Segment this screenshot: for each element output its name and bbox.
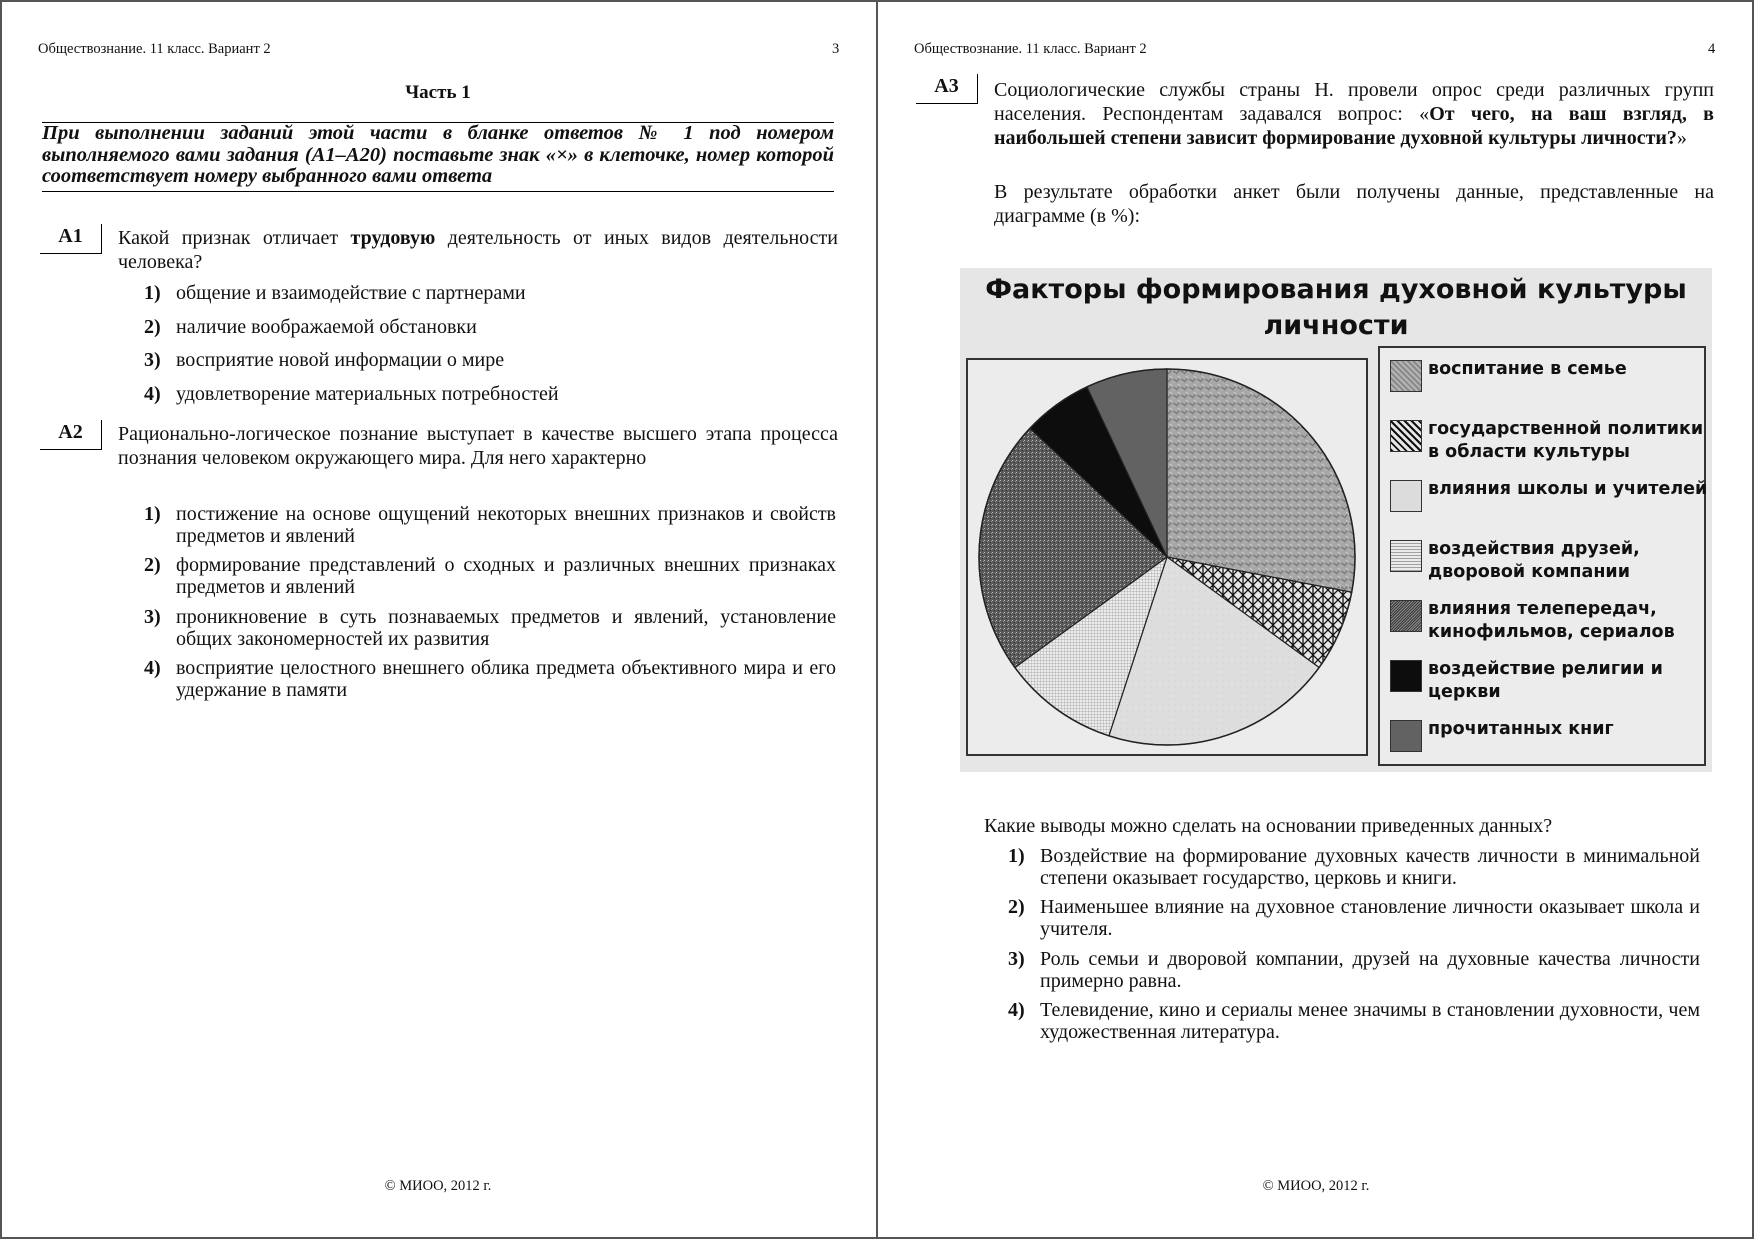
- a3-option-3-number: 3): [1008, 948, 1025, 970]
- left-page-number: 3: [832, 41, 840, 57]
- a1-option-3-number: 3): [144, 349, 161, 371]
- question-a3-pre: Социологические службы страны Н. провели опрос среди различных групп населения. Респондентам задавался вопрос: «: [994, 79, 1714, 125]
- legend-label-family: воспитание в семье: [1428, 359, 1627, 379]
- a3-option-2-text: Наименьшее влияние на духовное становление личности оказывает школа и учителя.: [1040, 896, 1700, 940]
- chart-title: Факторы формирования духовной культуры личности: [985, 274, 1687, 341]
- legend-swatch-friends: [1390, 540, 1422, 572]
- question-tag-a1: А1: [40, 224, 102, 254]
- legend-label-tv: влияния телепередач, кинофильмов, сериалов: [1428, 599, 1675, 642]
- a1-option-1-number: 1): [144, 282, 161, 304]
- legend-swatch-family: [1390, 360, 1422, 392]
- a3-option-1-number: 1): [1008, 845, 1025, 867]
- left-page: [0, 0, 876, 1239]
- question-tag-a2: А2: [40, 420, 102, 450]
- a2-option-2[interactable]: [144, 554, 836, 598]
- a2-option-4[interactable]: [144, 657, 836, 701]
- conclusion-question: Какие выводы можно сделать на основании приведенных данных?: [984, 815, 1553, 837]
- a1-option-4-text: удовлетворение материальных потребностей: [176, 383, 559, 405]
- question-a1: [118, 226, 838, 274]
- pie-chart: [960, 268, 1712, 772]
- legend-swatch-religion: [1390, 660, 1422, 692]
- question-a3-bold: От чего, на ваш взгляд, в наибольшей степени зависит формирование духовной культуры личности?: [994, 103, 1714, 149]
- legend-swatch-school: [1390, 480, 1422, 512]
- a1-option-1[interactable]: [144, 282, 836, 305]
- a3-option-4-text: Телевидение, кино и сериалы менее значимы в становлении духовности, чем художественная литература.: [1040, 999, 1700, 1043]
- question-a3-post: »: [1676, 127, 1687, 149]
- question-a2: Рационально-логическое познание выступает в качестве высшего этапа процесса познания человеком окружающего мира. Для него характерно: [118, 423, 838, 469]
- legend-swatch-state: [1390, 420, 1422, 452]
- legend-label-state: государственной политики в области культуры: [1428, 419, 1704, 462]
- left-header-title: Обществознание. 11 класс. Вариант 2: [38, 41, 271, 57]
- legend-swatch-books: [1390, 720, 1422, 752]
- a3-option-3[interactable]: [1008, 948, 1700, 992]
- question-a1-pre: Какой признак отличает: [118, 227, 351, 249]
- a2-option-1[interactable]: [144, 503, 836, 547]
- part-title: Часть 1: [405, 82, 471, 103]
- right-header-title: Обществознание. 11 класс. Вариант 2: [914, 41, 1147, 57]
- a2-option-1-text: постижение на основе ощущений некоторых внешних признаков и свойств предметов и явлений: [176, 503, 836, 547]
- a1-option-4-number: 4): [144, 383, 161, 405]
- legend-swatch-tv: [1390, 600, 1422, 632]
- a2-option-3-number: 3): [144, 606, 161, 628]
- question-a1-post: деятельность от иных видов деятельности человека?: [118, 227, 838, 273]
- a2-option-3-text: проникновение в суть познаваемых предметов и явлений, установление общих закономерностей их развития: [176, 606, 836, 650]
- question-a3-second: В результате обработки анкет были получены данные, представленные на диаграмме (в %):: [994, 181, 1714, 227]
- a1-option-2-number: 2): [144, 316, 161, 338]
- a2-option-2-text: формирование представлений о сходных и различных внешних признаках предметов и явлений: [176, 554, 836, 598]
- a1-option-3[interactable]: [144, 349, 836, 372]
- a3-option-1-text: Воздействие на формирование духовных качеств личности в минимальной степени оказывает государство, церковь и книги.: [1040, 845, 1700, 889]
- legend-label-books: прочитанных книг: [1428, 719, 1614, 739]
- legend-label-friends: воздействия друзей, дворовой компании: [1428, 539, 1640, 582]
- legend-label-school: влияния школы и учителей: [1428, 479, 1708, 499]
- question-a3: [994, 78, 1714, 150]
- a2-option-2-number: 2): [144, 554, 161, 576]
- a2-option-4-number: 4): [144, 657, 161, 679]
- a1-option-3-text: восприятие новой информации о мире: [176, 349, 505, 371]
- a3-option-4-number: 4): [1008, 999, 1025, 1021]
- pie-slices: [979, 369, 1355, 745]
- a3-option-1[interactable]: [1008, 845, 1700, 889]
- a3-option-3-text: Роль семьи и дворовой компании, друзей на духовные качества личности примерно равна.: [1040, 948, 1700, 992]
- a3-option-2-number: 2): [1008, 896, 1025, 918]
- a1-option-2[interactable]: [144, 316, 836, 339]
- a2-option-3[interactable]: [144, 606, 836, 650]
- a3-option-4[interactable]: [1008, 999, 1700, 1043]
- a2-option-4-text: восприятие целостного внешнего облика предмета объективного мира и его удержание в памяти: [176, 657, 836, 701]
- question-a1-bold: трудовую: [350, 227, 436, 249]
- a2-option-1-number: 1): [144, 503, 161, 525]
- legend-label-religion: воздействие религии и церкви: [1428, 659, 1663, 702]
- instructions: При выполнении заданий этой части в бланке ответов № 1 под номером выполняемого вами задания (А1–А20) поставьте знак «×» в клеточке, номер которой соответствует номеру выбранного вами ответа: [42, 122, 834, 192]
- left-footer: © МИОО, 2012 г.: [384, 1178, 492, 1194]
- right-page-number: 4: [1708, 41, 1716, 57]
- a3-option-2[interactable]: [1008, 896, 1700, 940]
- a1-option-4[interactable]: [144, 383, 836, 406]
- a1-option-1-text: общение и взаимодействие с партнерами: [176, 282, 526, 304]
- question-tag-a3: А3: [916, 74, 978, 104]
- right-footer: © МИОО, 2012 г.: [1262, 1178, 1370, 1194]
- pie-svg: [968, 360, 1366, 754]
- a1-option-2-text: наличие воображаемой обстановки: [176, 316, 477, 338]
- pie-slice-family: [1167, 369, 1355, 592]
- pie-frame: [966, 358, 1368, 756]
- chart-legend: [1378, 346, 1706, 766]
